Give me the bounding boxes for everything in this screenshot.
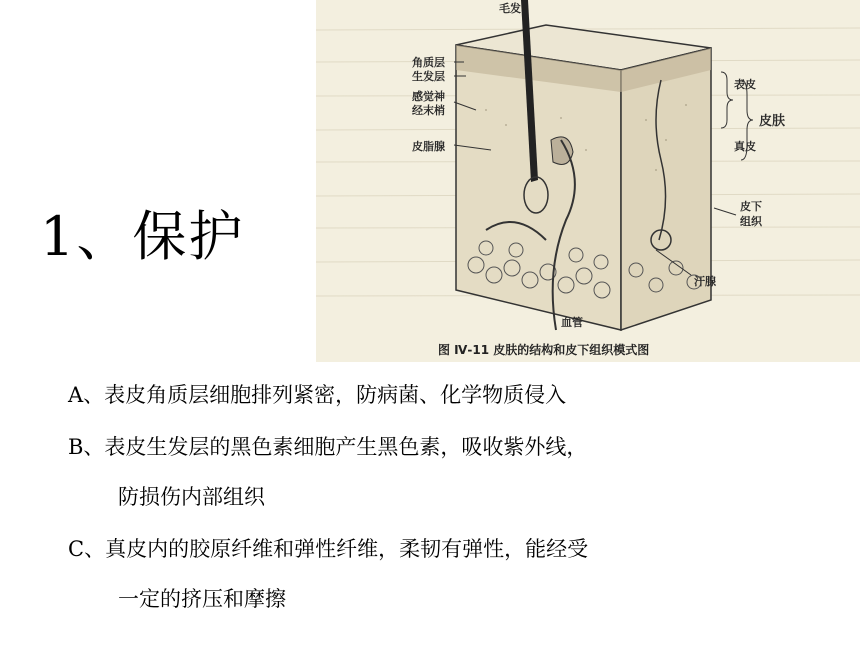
label-skin: 皮肤 (759, 114, 786, 129)
bullet-b: B、表皮生发层的黑色素细胞产生黑色素，吸收紫外线， (68, 435, 588, 459)
label-blood-vessel: 血管 (561, 316, 583, 329)
skin-structure-figure (316, 0, 860, 362)
label-sweat-gland: 汗腺 (694, 275, 716, 288)
label-subcutaneous-2: 组织 (740, 215, 762, 228)
label-stratum-germinativum: 生发层 (412, 70, 445, 83)
label-nerve-endings-1: 感觉神 (412, 90, 445, 103)
skin-diagram (316, 0, 860, 362)
figure-caption: 图 Ⅳ-11 皮肤的结构和皮下组织模式图 (438, 343, 650, 357)
slide-title: 1、保护 (40, 205, 245, 268)
label-sebaceous-gland: 皮脂腺 (412, 140, 445, 153)
label-hair: 毛发 (499, 2, 521, 15)
bullet-c-continued: 一定的挤压和摩擦 (118, 587, 286, 611)
label-nerve-endings-2: 经末梢 (412, 104, 445, 117)
label-epidermis: 表皮 (734, 78, 756, 91)
bullet-a: A、表皮角质层细胞排列紧密，防病菌、化学物质侵入 (68, 383, 567, 407)
label-stratum-corneum: 角质层 (412, 56, 445, 69)
bullet-c: C、真皮内的胶原纤维和弹性纤维，柔韧有弹性，能经受 (68, 537, 589, 561)
label-subcutaneous-1: 皮下 (740, 200, 762, 213)
bullet-b-continued: 防损伤内部组织 (118, 485, 265, 509)
label-dermis: 真皮 (734, 140, 756, 153)
